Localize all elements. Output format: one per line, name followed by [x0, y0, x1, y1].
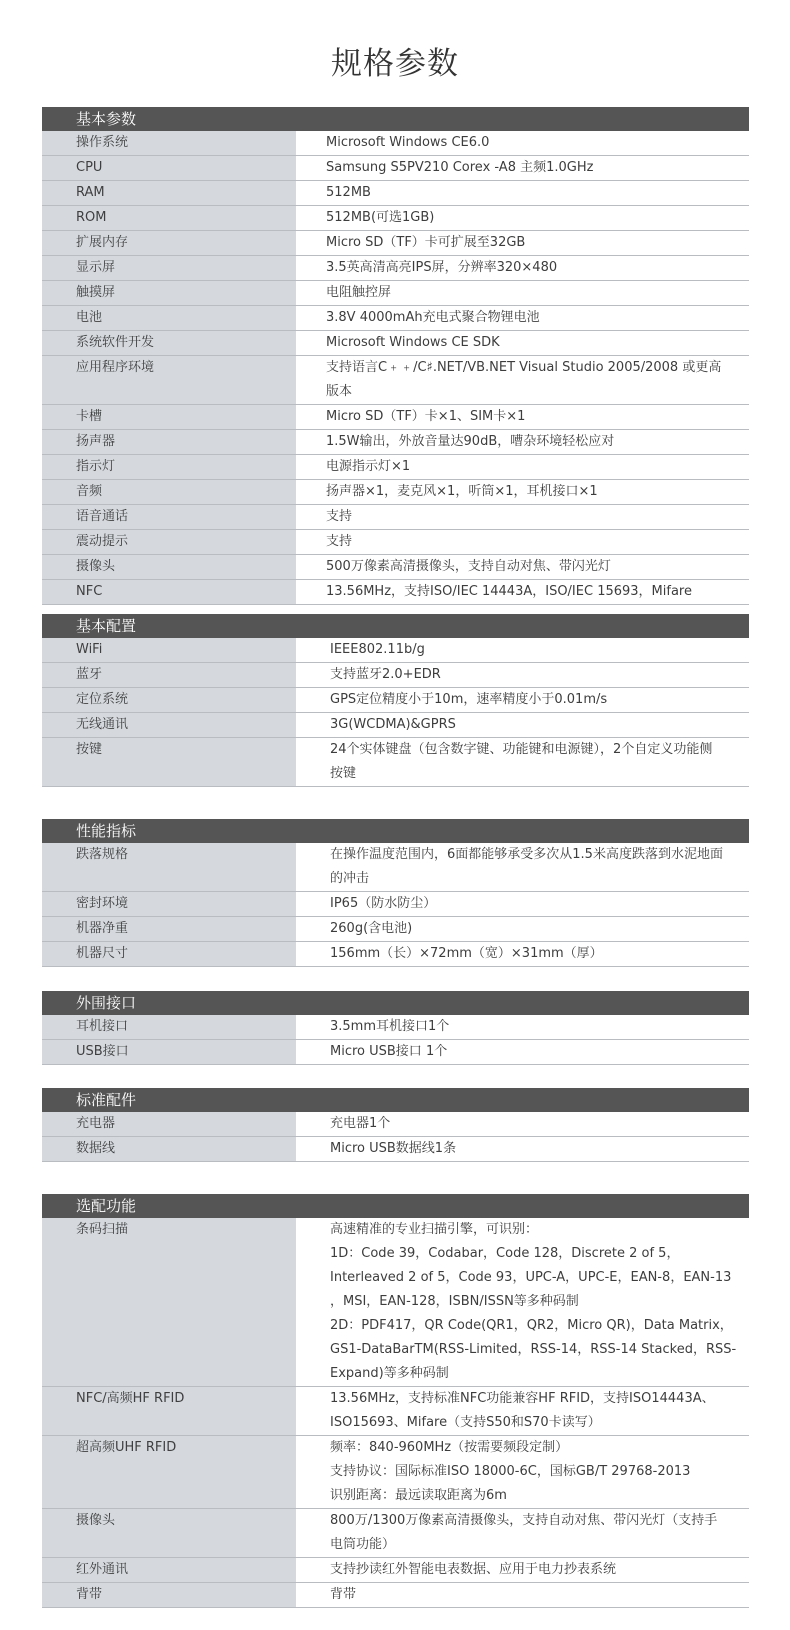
spec-value: 在操作温度范围内，6面都能够承受多次从1.5米高度跌落到水泥地面 的冲击 [296, 843, 749, 891]
spec-value: 24个实体键盘（包含数字键、功能键和电源键），2个自定义功能侧 按键 [296, 738, 749, 786]
spec-row [42, 663, 749, 688]
spec-row [42, 331, 749, 356]
spec-label: 卡槽 [42, 405, 296, 429]
spec-label: 音频 [42, 480, 296, 504]
spec-value: 支持语言C﹢﹢/C♯.NET/VB.NET Visual Studio 2005/2008 或更高 版本 [296, 356, 749, 404]
spec-row [42, 530, 749, 555]
spec-label: ROM [42, 206, 296, 230]
spec-row [42, 688, 749, 713]
spec-row [42, 843, 749, 892]
spec-label: 按键 [42, 738, 296, 786]
spec-value: 充电器1个 [296, 1112, 749, 1136]
spec-row [42, 156, 749, 181]
spec-label: 背带 [42, 1583, 296, 1607]
spec-value: 3.8V 4000mAh充电式聚合物锂电池 [296, 306, 749, 330]
spec-label: 操作系统 [42, 131, 296, 155]
spec-label: 电池 [42, 306, 296, 330]
spec-row [42, 131, 749, 156]
spec-row [42, 455, 749, 480]
spec-value: Microsoft Windows CE SDK [296, 331, 749, 355]
spec-row [42, 256, 749, 281]
spec-rows [42, 1015, 749, 1065]
spec-value: 电源指示灯×1 [296, 455, 749, 479]
spec-label: 摄像头 [42, 1509, 296, 1557]
spec-value: 156mm（长）×72mm（宽）×31mm（厚） [296, 942, 749, 966]
spec-row [42, 1218, 749, 1387]
spec-row [42, 1137, 749, 1162]
spec-row [42, 1112, 749, 1137]
spec-value: 背带 [296, 1583, 749, 1607]
spec-row [42, 1436, 749, 1509]
spec-value: 3.5mm耳机接口1个 [296, 1015, 749, 1039]
spec-label: 应用程序环境 [42, 356, 296, 404]
spec-label: WiFi [42, 638, 296, 662]
spec-label: 蓝牙 [42, 663, 296, 687]
spec-value: 13.56MHz，支持标准NFC功能兼容HF RFID，支持ISO14443A、 ISO15693、Mifare（支持S50和S70卡读写） [296, 1387, 749, 1435]
spec-row [42, 1558, 749, 1583]
spec-value: 13.56MHz，支持ISO/IEC 14443A，ISO/IEC 15693，Mifare [296, 580, 749, 604]
spec-value: 电阻触控屏 [296, 281, 749, 305]
spec-row [42, 1040, 749, 1065]
spec-label: 指示灯 [42, 455, 296, 479]
spec-value: GPS定位精度小于10m，速率精度小于0.01m/s [296, 688, 749, 712]
spec-label: 定位系统 [42, 688, 296, 712]
spec-section-peripheral-ports [42, 991, 749, 1065]
spec-label: 触摸屏 [42, 281, 296, 305]
spec-rows [42, 131, 749, 605]
spec-rows [42, 638, 749, 787]
spec-label: 耳机接口 [42, 1015, 296, 1039]
spec-section-performance [42, 819, 749, 967]
spec-value: 支持抄读红外智能电表数据、应用于电力抄表系统 [296, 1558, 749, 1582]
spec-label: NFC/高频HF RFID [42, 1387, 296, 1435]
spec-value: 频率：840-960MHz（按需要频段定制） 支持协议：国际标准ISO 18000-6C，国标GB/T 29768-2013 识别距离：最远读取距离为6m [296, 1436, 749, 1508]
section-header: 性能指标 [42, 819, 749, 843]
spec-section-standard-accessories [42, 1088, 749, 1162]
spec-row [42, 555, 749, 580]
spec-label: 系统软件开发 [42, 331, 296, 355]
spec-section-basic-config [42, 614, 749, 787]
spec-value: Samsung S5PV210 Corex -A8 主频1.0GHz [296, 156, 749, 180]
spec-value: 1.5W输出，外放音量达90dB，嘈杂环境轻松应对 [296, 430, 749, 454]
page-title: 规格参数 [331, 46, 459, 82]
spec-value: Micro USB接口 1个 [296, 1040, 749, 1064]
spec-row [42, 206, 749, 231]
spec-value: 高速精准的专业扫描引擎，可识别： 1D：Code 39，Codabar，Code 128，Discrete 2 of 5， Interleaved 2 of 5，Code 93，UPC-A，UPC-E，EAN-8，EAN-13 ，MSI，EAN-128，ISBN/ISSN等多种码制 2D：PDF417，QR Code(QR1，QR2，Micro QR)，Data Matrix， GS1-DataBarTM(RSS-Limited，RSS-14，RSS-14 Stacked，RSS- Expand)等多种码制 [296, 1218, 749, 1386]
spec-value: 支持蓝牙2.0+EDR [296, 663, 749, 687]
spec-value: IP65（防水防尘） [296, 892, 749, 916]
spec-value: 3G(WCDMA)&GPRS [296, 713, 749, 737]
spec-value: IEEE802.11b/g [296, 638, 749, 662]
spec-label: 无线通讯 [42, 713, 296, 737]
spec-row [42, 231, 749, 256]
spec-row [42, 738, 749, 787]
spec-row [42, 1509, 749, 1558]
section-header: 外围接口 [42, 991, 749, 1015]
spec-value: Micro USB数据线1条 [296, 1137, 749, 1161]
spec-row [42, 405, 749, 430]
spec-row [42, 505, 749, 530]
spec-value: 800万/1300万像素高清摄像头，支持自动对焦、带闪光灯（支持手 电筒功能） [296, 1509, 749, 1557]
spec-label: 密封环境 [42, 892, 296, 916]
spec-label: 条码扫描 [42, 1218, 296, 1386]
spec-label: 超高频UHF RFID [42, 1436, 296, 1508]
spec-row [42, 281, 749, 306]
section-header: 基本参数 [42, 107, 749, 131]
spec-row [42, 480, 749, 505]
spec-value: Micro SD（TF）卡可扩展至32GB [296, 231, 749, 255]
spec-row [42, 306, 749, 331]
spec-row [42, 713, 749, 738]
spec-value: 512MB [296, 181, 749, 205]
spec-row [42, 638, 749, 663]
spec-label: RAM [42, 181, 296, 205]
spec-value: 512MB(可选1GB) [296, 206, 749, 230]
spec-row [42, 1015, 749, 1040]
spec-label: 震动提示 [42, 530, 296, 554]
spec-label: 充电器 [42, 1112, 296, 1136]
section-header: 标准配件 [42, 1088, 749, 1112]
spec-value: Micro SD（TF）卡×1、SIM卡×1 [296, 405, 749, 429]
spec-label: 数据线 [42, 1137, 296, 1161]
spec-row [42, 917, 749, 942]
spec-label: 显示屏 [42, 256, 296, 280]
spec-label: CPU [42, 156, 296, 180]
spec-row [42, 942, 749, 967]
spec-row [42, 181, 749, 206]
spec-value: 支持 [296, 505, 749, 529]
spec-value: 3.5英高清高亮IPS屏，分辨率320×480 [296, 256, 749, 280]
spec-label: 扬声器 [42, 430, 296, 454]
spec-section-optional-features [42, 1194, 749, 1608]
spec-row [42, 892, 749, 917]
section-header: 选配功能 [42, 1194, 749, 1218]
spec-value: 扬声器×1，麦克风×1，听筒×1，耳机接口×1 [296, 480, 749, 504]
spec-row [42, 356, 749, 405]
section-header: 基本配置 [42, 614, 749, 638]
spec-value: 260g(含电池) [296, 917, 749, 941]
spec-label: 跌落规格 [42, 843, 296, 891]
spec-value: Microsoft Windows CE6.0 [296, 131, 749, 155]
spec-rows [42, 1112, 749, 1162]
spec-row [42, 580, 749, 605]
spec-label: 语音通话 [42, 505, 296, 529]
spec-row [42, 1387, 749, 1436]
spec-rows [42, 843, 749, 967]
spec-rows [42, 1218, 749, 1608]
spec-row [42, 1583, 749, 1608]
spec-label: 机器尺寸 [42, 942, 296, 966]
spec-label: 机器净重 [42, 917, 296, 941]
spec-label: 红外通讯 [42, 1558, 296, 1582]
spec-label: NFC [42, 580, 296, 604]
spec-value: 500万像素高清摄像头，支持自动对焦、带闪光灯 [296, 555, 749, 579]
spec-section-basic-params [42, 107, 749, 605]
spec-label: 扩展内存 [42, 231, 296, 255]
spec-label: USB接口 [42, 1040, 296, 1064]
spec-value: 支持 [296, 530, 749, 554]
spec-row [42, 430, 749, 455]
spec-label: 摄像头 [42, 555, 296, 579]
